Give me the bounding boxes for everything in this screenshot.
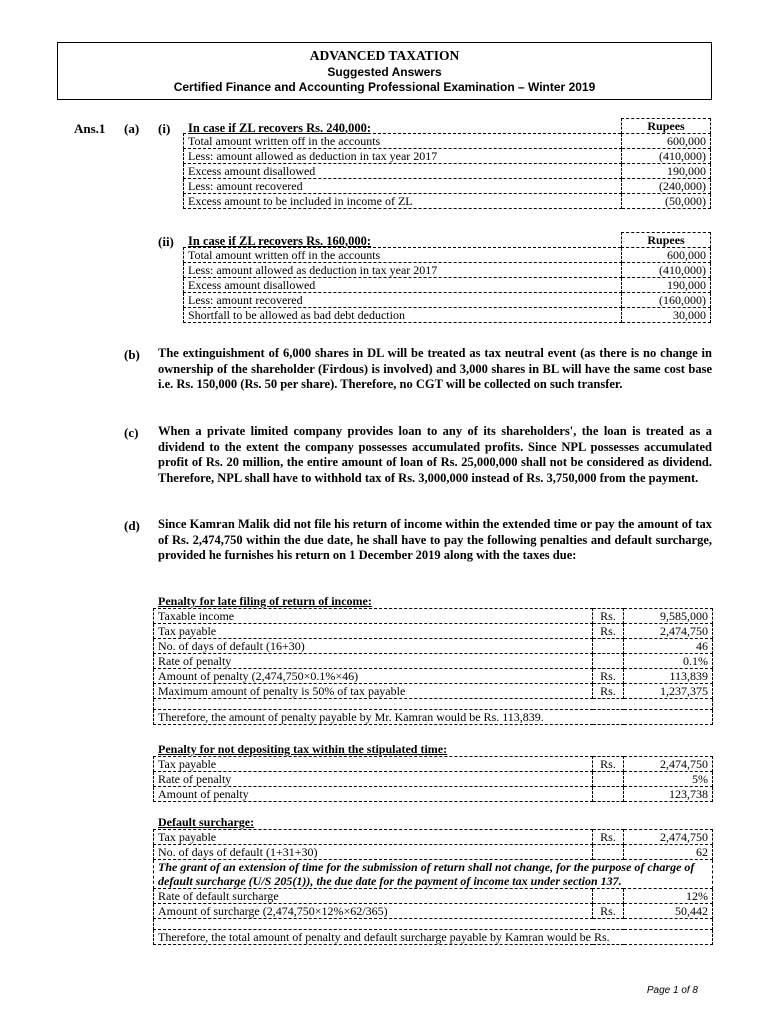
- row-amount: 113,839: [624, 669, 713, 684]
- row-currency: Rs.: [593, 830, 624, 845]
- table-row: [154, 684, 713, 699]
- surcharge-note: The grant of an extension of time for the submission of return shall not change, for the purpose of charge of default surcharge (U/S 205(1)), the due date for the payment of income tax under section 137.: [154, 860, 713, 889]
- table-row: [184, 134, 711, 149]
- row-label: No. of days of default (1+31+30): [154, 845, 593, 860]
- row-amount: 600,000: [622, 248, 711, 263]
- row-amount: 123,738: [624, 787, 713, 802]
- row-amount: (410,000): [622, 149, 711, 164]
- spacer-row: [154, 919, 713, 930]
- part-a-i-heading: In case if ZL recovers Rs. 240,000:: [188, 121, 372, 135]
- table-row: [154, 904, 713, 919]
- part-a-ii-heading: In case if ZL recovers Rs. 160,000:: [188, 234, 372, 248]
- row-currency: Rs.: [593, 609, 624, 624]
- row-amount: 9,585,000: [624, 609, 713, 624]
- row-label: Rate of penalty: [154, 654, 593, 669]
- row-label: Tax payable: [154, 624, 593, 639]
- row-label: Total amount written off in the accounts: [184, 134, 622, 149]
- part-a-ii-table: [183, 232, 711, 323]
- answer-label: Ans.1: [74, 121, 106, 136]
- rupees-header: Rupees: [622, 233, 711, 248]
- part-a-i-label: (i): [158, 121, 171, 136]
- row-amount: 12%: [624, 889, 713, 904]
- table-row: [184, 164, 711, 179]
- document-subtitle: Suggested Answers: [327, 65, 442, 79]
- row-amount: (50,000): [622, 194, 711, 209]
- spacer-cell: [154, 699, 713, 710]
- rupees-header: Rupees: [622, 119, 711, 134]
- row-label: Rate of penalty: [154, 772, 593, 787]
- late-filing-conclusion: Therefore, the amount of penalty payable by Mr. Kamran would be Rs. 113,839.: [154, 710, 713, 725]
- part-d-label: (d): [124, 518, 140, 533]
- row-label: Rate of default surcharge: [154, 889, 593, 904]
- table-row: [154, 845, 713, 860]
- surcharge-heading: Default surcharge:: [158, 815, 255, 829]
- part-a-i-table: [183, 118, 711, 209]
- table-row: [184, 149, 711, 164]
- spacer-row: [154, 699, 713, 710]
- part-d-text: Since Kamran Malik did not file his return of income within the extended time or pay the amount of tax of Rs. 2,474,750 within the due date, he shall have to pay the following penalties and default surcharge, provided he furnishes his return on 1 December 2019 along with the taxes due:: [158, 517, 712, 562]
- row-currency: Rs.: [593, 624, 624, 639]
- row-amount: (240,000): [622, 179, 711, 194]
- row-amount: (410,000): [622, 263, 711, 278]
- table-row: [184, 308, 711, 323]
- row-currency: Rs.: [593, 757, 624, 772]
- row-label: Maximum amount of penalty is 50% of tax payable: [154, 684, 593, 699]
- late-filing-table: [153, 608, 713, 725]
- row-amount: 190,000: [622, 164, 711, 179]
- non-deposit-table: [153, 756, 713, 802]
- table-row: [154, 669, 713, 684]
- exam-title: Certified Finance and Accounting Professional Examination – Winter 2019: [173, 80, 596, 94]
- table-row: [154, 830, 713, 845]
- table-row: [154, 930, 713, 945]
- table-row: [184, 278, 711, 293]
- part-c-label: (c): [124, 425, 139, 440]
- row-label: Amount of penalty: [154, 787, 593, 802]
- table-row: [154, 710, 713, 725]
- table-row: [154, 860, 713, 889]
- table-row: [184, 293, 711, 308]
- row-label: Shortfall to be allowed as bad debt deduction: [184, 308, 622, 323]
- table-row: [154, 772, 713, 787]
- surcharge-conclusion: Therefore, the total amount of penalty and default surcharge payable by Kamran would be Rs.: [154, 930, 713, 945]
- row-amount: 30,000: [622, 308, 711, 323]
- row-currency: [593, 845, 624, 860]
- table-row: [184, 263, 711, 278]
- row-amount: 2,474,750: [624, 757, 713, 772]
- row-amount: 0.1%: [624, 654, 713, 669]
- table-row: [154, 787, 713, 802]
- row-label: Excess amount to be included in income of ZL: [184, 194, 622, 209]
- row-amount: 190,000: [622, 278, 711, 293]
- table-row: [154, 609, 713, 624]
- row-label: Excess amount disallowed: [184, 164, 622, 179]
- table-row: [184, 179, 711, 194]
- header-box: [57, 42, 712, 100]
- row-amount: 46: [624, 639, 713, 654]
- late-filing-heading: Penalty for late filing of return of income:: [158, 594, 372, 608]
- part-a-label: (a): [124, 121, 140, 136]
- row-currency: Rs.: [593, 669, 624, 684]
- part-b-label: (b): [124, 347, 140, 362]
- row-currency: [593, 772, 624, 787]
- row-label: Less: amount allowed as deduction in tax year 2017: [184, 263, 622, 278]
- table-row: [154, 889, 713, 904]
- row-currency: Rs.: [593, 684, 624, 699]
- part-a-ii-label: (ii): [158, 234, 174, 249]
- row-label: Less: amount allowed as deduction in tax year 2017: [184, 149, 622, 164]
- non-deposit-heading: Penalty for not depositing tax within the stipulated time:: [158, 742, 448, 756]
- part-c-text: When a private limited company provides loan to any of its shareholders', the loan is treated as a dividend to the extent the company possesses accumulated profits. Since NPL possesses accumulated profit of Rs. 20 million, the entire amount of loan of Rs. 25,000,000 shall not be considered as dividend. Therefore, NPL shall have to withhold tax of Rs. 3,000,000 instead of Rs. 3,750,000 from the payment.: [158, 424, 712, 485]
- row-label: Total amount written off in the accounts: [184, 248, 622, 263]
- row-currency: Rs.: [593, 904, 624, 919]
- table-row: [154, 639, 713, 654]
- table-row: [154, 757, 713, 772]
- row-currency: [593, 787, 624, 802]
- part-b-text: The extinguishment of 6,000 shares in DL will be treated as tax neutral event (as there is no change in ownership of the shareholder (Firdous) is involved) and 3,000 shares in BL will have the same cost base i.e. Rs. 150,000 (Rs. 50 per share). Therefore, no CGT will be collected on such transfer.: [158, 346, 712, 391]
- page-number: Page 1 of 8: [646, 985, 698, 996]
- row-currency: [593, 889, 624, 904]
- row-amount: (160,000): [622, 293, 711, 308]
- spacer-cell: [154, 919, 713, 930]
- row-amount: 2,474,750: [624, 624, 713, 639]
- row-amount: 62: [624, 845, 713, 860]
- row-currency: [593, 639, 624, 654]
- row-label: Excess amount disallowed: [184, 278, 622, 293]
- row-currency: [593, 654, 624, 669]
- row-amount: 2,474,750: [624, 830, 713, 845]
- table-row: [184, 248, 711, 263]
- row-amount: 50,442: [624, 904, 713, 919]
- row-label: Amount of penalty (2,474,750×0.1%×46): [154, 669, 593, 684]
- row-amount: 600,000: [622, 134, 711, 149]
- table-row: [184, 194, 711, 209]
- row-label: No. of days of default (16+30): [154, 639, 593, 654]
- row-label: Tax payable: [154, 757, 593, 772]
- surcharge-table: [153, 829, 713, 945]
- row-amount: 5%: [624, 772, 713, 787]
- row-label: Less: amount recovered: [184, 179, 622, 194]
- row-label: Amount of surcharge (2,474,750×12%×62/365): [154, 904, 593, 919]
- document-title: ADVANCED TAXATION: [309, 48, 460, 63]
- table-row: [154, 624, 713, 639]
- row-amount: 1,237,375: [624, 684, 713, 699]
- row-label: Taxable income: [154, 609, 593, 624]
- row-label: Less: amount recovered: [184, 293, 622, 308]
- table-row: [154, 654, 713, 669]
- row-label: Tax payable: [154, 830, 593, 845]
